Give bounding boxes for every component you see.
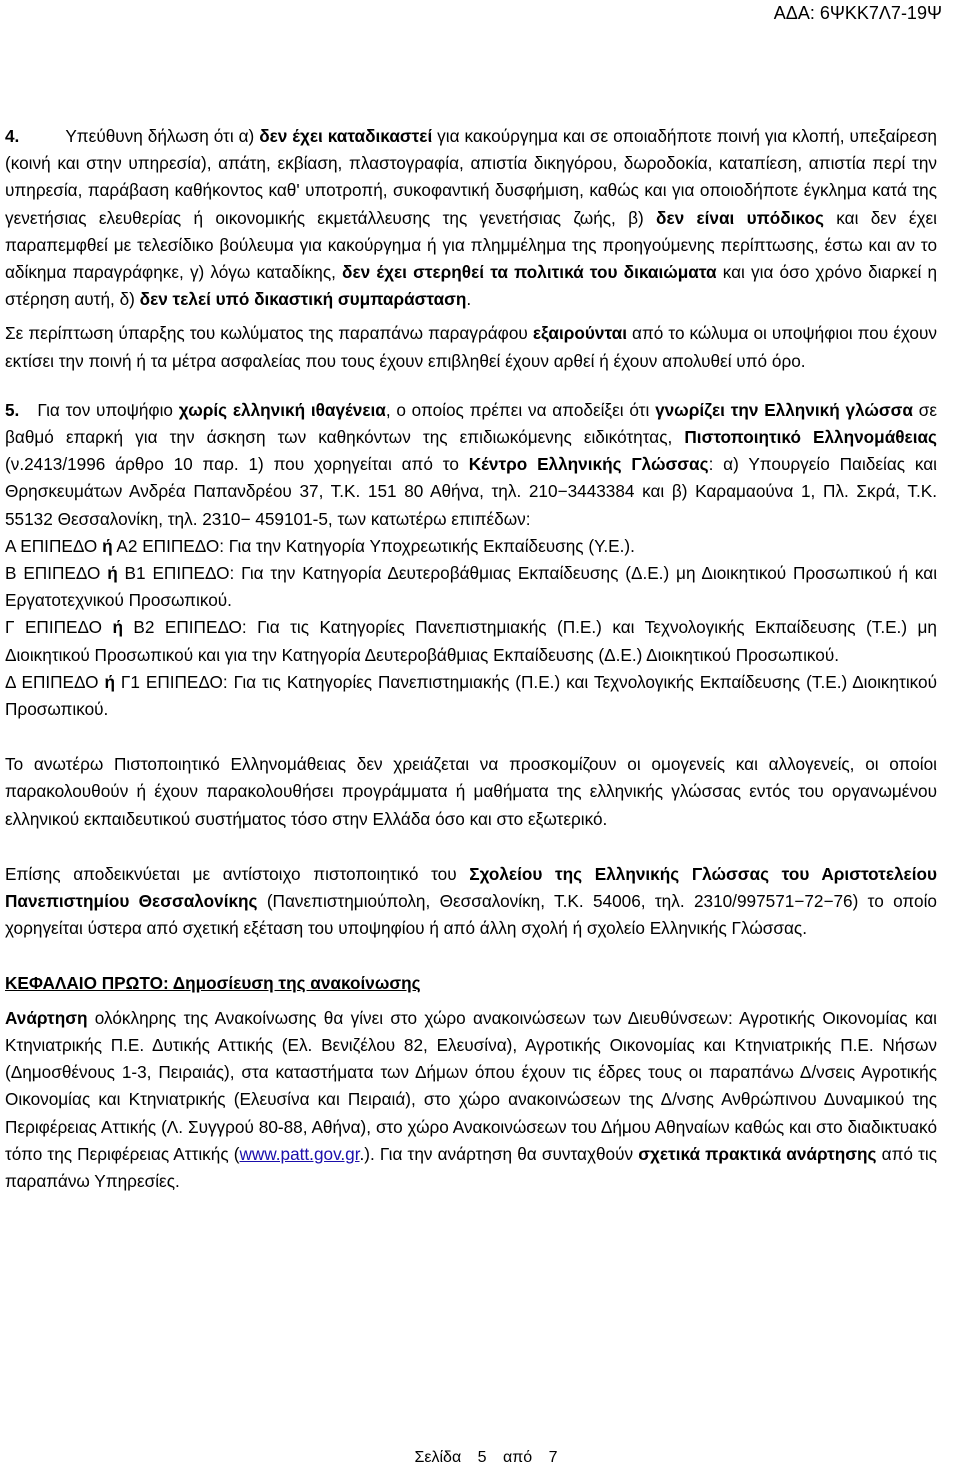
section-4-exemption	[5, 320, 937, 374]
text-run: Γ ΕΠΙΠΕΔΟ	[5, 617, 113, 638]
bold-run: γνωρίζει την Ελληνική γλώσσα	[655, 399, 913, 420]
text-run: (ν.2413/1996 άρθρο 10 παρ. 1) που χορηγείται από το	[5, 454, 469, 475]
text-run: για κακούργημα και σε οποιαδήποτε ποινή για κλοπή, υπεξαίρεση (κοινή και στην υπηρεσία), απάτη, εκβίαση, πλαστογραφία, απιστία δικηγόρου, δωροδοκία, καταπίεση, απιστία περί την υπηρεσία, παράβαση καθήκοντος καθ' υποτροπή, συκοφαντική δυσφήμιση, καθώς και για οποιοδήποτε έγκλημα κατά της γενετήσιας ελευθερίας ή οικονομικής εκμετάλλευσης της γενετήσιας ζωής, β)	[5, 126, 937, 228]
text-run: και δεν έχει παραπεμφθεί με τελεσίδικο βούλευμα για κακούργημα ή για πλημμέλημα της προηγούμενης περίπτωσης, έστω και αν το αδίκημα παραγράφηκε, γ) λόγω καταδίκης,	[5, 207, 938, 283]
posting-paragraph	[5, 1005, 937, 1195]
school-certificate-text	[5, 864, 937, 938]
school-certificate-paragraph	[5, 861, 937, 943]
text-run: Σε περίπτωση ύπαρξης του κωλύματος της παραπάνω παραγράφου	[5, 323, 533, 344]
text-run: Α ΕΠΙΠΕΔΟ	[5, 535, 103, 556]
bold-run: Κέντρο Ελληνικής Γλώσσας	[468, 454, 709, 475]
document-body	[5, 123, 937, 1195]
text-run: , ο οποίος πρέπει να αποδείξει ότι	[385, 399, 656, 420]
text-run: Β1 ΕΠΙΠΕΔΟ: Για την Κατηγορία Δευτεροβάθμιας Εκπαίδευσης (Δ.Ε.) μη Διοικητικού Προσωπικού ή και Εργατοτεχνικού Προσωπικού.	[5, 563, 938, 611]
patt-website-link[interactable]: www.patt.gov.gr	[239, 1143, 360, 1164]
certificate-exemption-paragraph	[5, 751, 937, 833]
text-run: και για όσο χρόνο διαρκεί η στέρηση αυτή, δ)	[5, 262, 937, 310]
level-a	[5, 533, 937, 560]
text-run: από το κώλυμα οι υποψήφιοι που έχουν εκτίσει την ποινή ή τα μέτρα ασφαλείας που τους έχουν επιβληθεί έχουν αρθεί ή έχουν απολυθεί υπό όρο.	[5, 323, 937, 371]
level-d-text	[5, 672, 937, 719]
page-footer	[0, 1448, 960, 1468]
bold-run: ή	[102, 535, 113, 556]
text-run: : α) Υπουργείο Παιδείας και Θρησκευμάτων Ανδρέα Παπανδρέου 37, Τ.Κ. 151 80 Αθήνα, τηλ. 210−3443384 και β) Καραμαούνα 1, Πλ. Σκρά, Τ.Κ. 55132 Θεσσαλονίκη, τηλ. 2310− 459101-5, των κατωτέρω επιπέδων:	[5, 454, 938, 529]
page-of-label: από	[503, 1449, 533, 1466]
bold-run: δεν τελεί υπό δικαστική συμπαράσταση	[139, 289, 467, 310]
page-label: Σελίδα	[414, 1449, 462, 1466]
posting-text	[5, 1008, 937, 1164]
section-4-number: 4.	[5, 126, 20, 146]
bold-run: εξαιρούνται	[532, 323, 627, 344]
bold-run: Πιστοποιητικό Ελληνομάθειας	[684, 427, 937, 448]
bold-run: ή	[107, 563, 118, 584]
bold-run: δεν είναι υπόδικος	[656, 207, 824, 228]
level-a-text	[5, 536, 635, 556]
bold-run: ή	[112, 617, 123, 638]
section-4-text	[5, 126, 937, 309]
bold-run: σχετικά πρακτικά ανάρτησης	[638, 1143, 877, 1164]
bold-run: δεν έχει στερηθεί τα πολιτικά του δικαιώματα	[342, 262, 717, 283]
text-run: .	[466, 289, 472, 310]
bold-run: Σχολείου της Ελληνικής Γλώσσας του Αριστοτελείου Πανεπιστημίου Θεσσαλονίκης	[5, 863, 937, 912]
text-run: Υπεύθυνη δήλωση ότι α)	[65, 126, 260, 146]
text-run: Α2 ΕΠΙΠΕΔΟ: Για την Κατηγορία Υποχρεωτικής Εκπαίδευσης (Υ.Ε.).	[112, 535, 635, 556]
text-run: Β ΕΠΙΠΕΔΟ	[5, 563, 108, 584]
page-total: 7	[548, 1449, 558, 1466]
page-number: 5	[477, 1449, 487, 1466]
text-run: από τις παραπάνω Υπηρεσίες.	[5, 1143, 938, 1191]
level-b	[5, 560, 937, 614]
text-run: Β2 ΕΠΙΠΕΔΟ: Για τις Κατηγορίες Πανεπιστημιακής (Π.Ε.) και Τεχνολογικής Εκπαίδευσης (Τ.Ε.) μη Διοικητικού Προσωπικού και για την Κατηγορία Δευτεροβάθμιας Εκπαίδευσης (Δ.Ε.) Διοικητικού Προσωπικού.	[5, 617, 937, 665]
section-4-exemption-text	[5, 323, 937, 370]
text-run: .). Για την ανάρτηση θα συνταχθούν	[359, 1143, 639, 1164]
level-b-text	[5, 563, 937, 610]
text-run: Για τον υποψήφιο	[37, 399, 179, 420]
bold-run: ή	[104, 671, 115, 692]
level-d	[5, 669, 937, 723]
text-run: Το ανωτέρω Πιστοποιητικό Ελληνομάθειας δεν χρειάζεται να προσκομίζουν οι ομογενείς και αλλογενείς, οι οποίοι παρακολουθούν ή έχουν παρακολουθήσει προγράμματα ή μαθήματα της ελληνικής γλώσσας εντός του οργανωμένου ελληνικού εκπαιδευτικού συστήματος τόσο στην Ελλάδα όσο και στο εξωτερικό.	[5, 754, 937, 829]
text-run: ολόκληρης της Ανακοίνωσης θα γίνει στο χώρο ανακοινώσεων των Διευθύνσεων: Αγροτικής Οικονομίας και Κτηνιατρικής Π.Ε. Δυτικής Αττικής (Ελ. Βενιζέλου 82, Ελευσίνα), Αγροτικής Οικονομίας και Κτηνιατρικής Π.Ε. Νήσων (Δημοσθένους 1-3, Πειραιάς), στα καταστήματα των Δήμων όπου έχουν τις έδρες τους οι παραπάνω Δ/νσεις Αγροτικής Οικονομίας και Κτηνιατρικής (Ελευσίνα και Πειραιά), στο χώρο ανακοινώσεων της Δ/νσης Ανθρώπινου Δυναμικού της Περιφέρειας Αττικής (Λ. Συγγρού 80-88, Αθήνα), στο χώρο Ανακοινώσεων του Δήμου Αθηναίων καθώς και στο διαδικτυακό τόπο της Περιφέρειας Αττικής (	[5, 1007, 937, 1164]
text-run: Δ ΕΠΙΠΕΔΟ	[5, 671, 105, 692]
text-run: Επίσης αποδεικνύεται με αντίστοιχο πιστοποιητικό του	[5, 863, 470, 884]
text-run: σε βαθμό επαρκή για την άσκηση των καθηκόντων της επιδιωκόμενης ειδικότητας,	[5, 399, 937, 448]
bold-run: χωρίς ελληνική ιθαγένεια	[178, 399, 386, 420]
text-run: Γ1 ΕΠΙΠΕΔΟ: Για τις Κατηγορίες Πανεπιστημιακής (Π.Ε.) και Τεχνολογικής Εκπαίδευσης (Τ.Ε.) Διοικητικού Προσωπικού.	[5, 671, 937, 720]
section-5-number: 5.	[5, 399, 20, 420]
level-c	[5, 614, 937, 668]
certificate-exemption-text	[5, 754, 937, 828]
bold-run: δεν έχει καταδικαστεί	[259, 126, 433, 146]
text-run: (Πανεπιστημιούπολη, Θεσσαλονίκη, Τ.Κ. 54006, τηλ. 2310/997571−72−76) το οποίο χορηγείται ύστερα από σχετική εξέταση του υποψηφίου ή από άλλη σχολή ή σχολείο Ελληνικής Γλώσσας.	[5, 891, 937, 939]
ada-identifier: ΑΔΑ: 6ΨΚΚ7Λ7-19Ψ	[773, 3, 942, 23]
section-5-paragraph	[5, 397, 937, 533]
section-4-paragraph	[5, 123, 937, 313]
level-c-text	[5, 617, 937, 664]
section-5-text	[5, 400, 937, 529]
bold-run: Ανάρτηση	[5, 1007, 88, 1028]
chapter-heading: ΚΕΦΑΛΑΙΟ ΠΡΩΤΟ: Δημοσίευση της ανακοίνωσης	[5, 973, 421, 994]
